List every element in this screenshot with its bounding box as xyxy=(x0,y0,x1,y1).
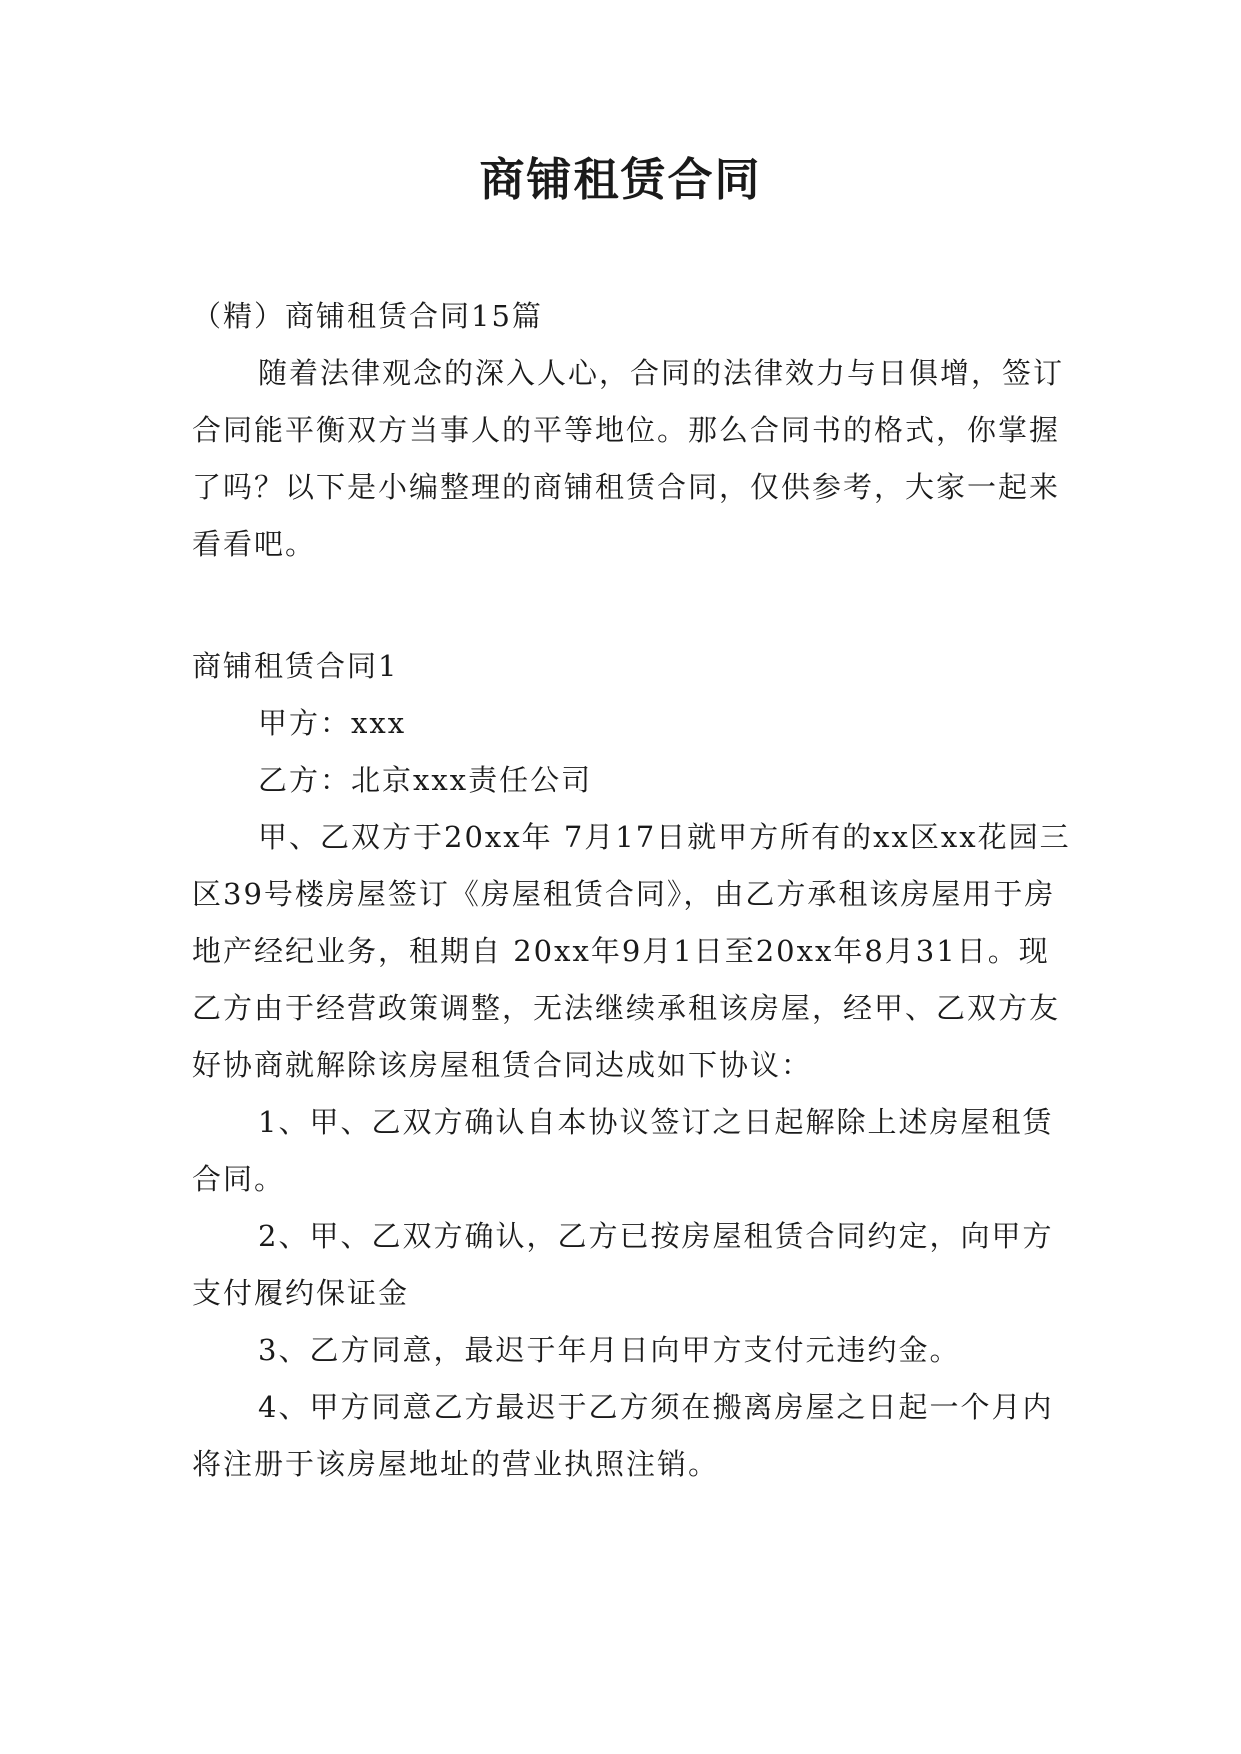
clause-3: 3、乙方同意，最迟于年月日向甲方支付元违约金。 xyxy=(258,1333,961,1367)
section-heading: 商铺租赁合同1 xyxy=(192,649,399,683)
clause-2: 2、甲、乙双方确认，乙方已按房屋租赁合同约定，向甲方支付履约保证金 xyxy=(192,1219,1054,1310)
party-b-line: 乙方：北京xxx责任公司 xyxy=(258,763,593,797)
page-title: 商铺租赁合同 xyxy=(479,153,762,206)
document-body xyxy=(192,288,1072,1493)
clause-4: 4、甲方同意乙方最迟于乙方须在搬离房屋之日起一个月内将注册于该房屋地址的营业执照注销。 xyxy=(192,1390,1054,1481)
intro-paragraph: 随着法律观念的深入人心，合同的法律效力与日俱增，签订合同能平衡双方当事人的平等地位。那么合同书的格式，你掌握了吗？以下是小编整理的商铺租赁合同，仅供参考，大家一起来看看吧。 xyxy=(192,356,1065,561)
clause-1: 1、甲、乙双方确认自本协议签订之日起解除上述房屋租赁合同。 xyxy=(192,1105,1054,1196)
document-subtitle: （精）商铺租赁合同15篇 xyxy=(192,299,543,333)
party-a-line: 甲方：xxx xyxy=(258,706,407,740)
background-paragraph: 甲、乙双方于20xx年 7月17日就甲方所有的xx区xx花园三区39号楼房屋签订《房屋租赁合同》，由乙方承租该房屋用于房地产经纪业务，租期自 20xx年9月1日至20xx年8月31日。现乙方由于经营政策调整，无法继续承租该房屋，经甲、乙双方友好协商就解除该房屋租赁合同达成如下协议： xyxy=(192,820,1071,1082)
